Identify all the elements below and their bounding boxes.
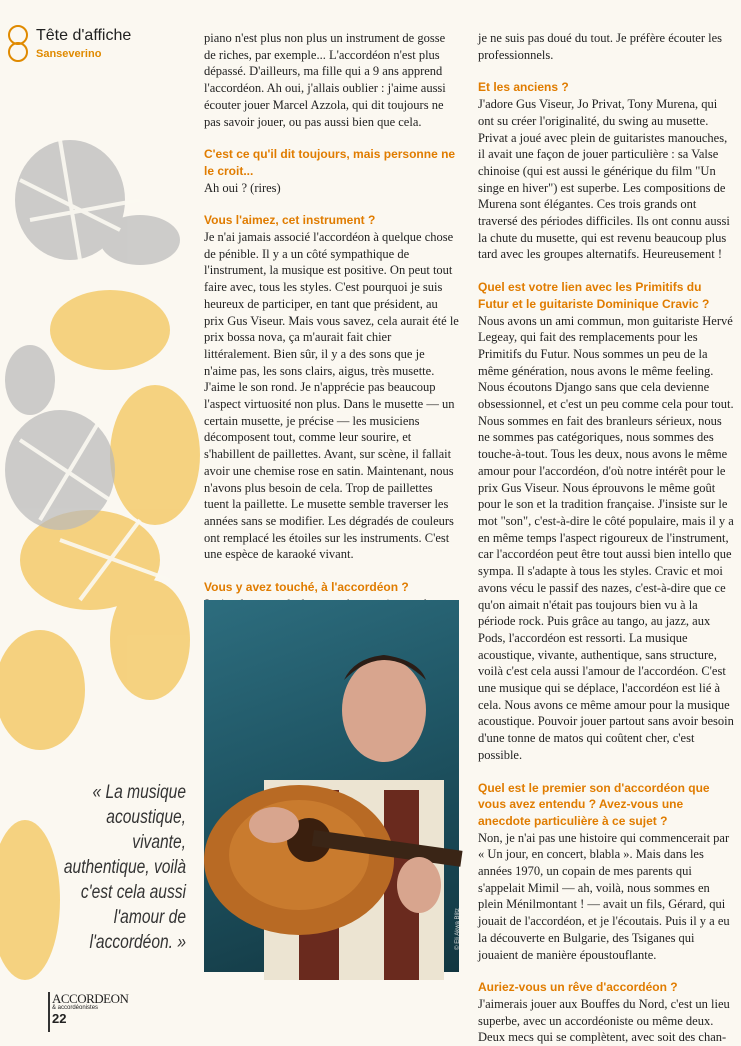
page-footer [52,992,128,1026]
guitarist-illustration [204,600,462,972]
footer-rule [48,992,50,1032]
interview-question: Quel est le premier son d'accordéon que vous avez entendu ? Avez-vous une anecdote particulière à ce sujet ? [478,780,710,828]
interview-answer: je ne suis pas doué du tout. Je préfère écouter les professionnels. [478,31,723,62]
interview-question: Auriez-vous un rêve d'accordéon ? [478,980,678,995]
photo-credit: © Eli Akwa Blitz [455,908,462,950]
article-column-2 [478,30,735,1046]
section-logo-icon [6,24,36,64]
interview-question: Quel est votre lien avec les Primitifs du Futur et le guitariste Dominique Cravic ? [478,280,710,311]
interview-answer: J'aimerais jouer aux Bouffes du Nord, c'est un lieu superbe, avec un accordéoniste ou même deux. Deux mecs qui se complètent, avec soit des chan- [478,996,730,1045]
interview-question: Vous y avez touché, à l'accordéon ? [204,580,409,595]
section-subtitle: Sanseverino [36,48,102,60]
pull-quote: « La musique acoustique, vivante, authentique, voilà c'est cela aussi l'amour de l'accordéon. » [63,782,186,953]
page-number: 22 [52,1011,67,1026]
interview-question: Et les anciens ? [478,80,569,95]
interview-answer: Je n'ai jamais associé l'accordéon à quelque chose de pénible. Il y a un côté sympathique de l'instrument, la musique est positive. On peut tout faire avec, tous les styles. C'est pourquoi je suis heureux de participer, en tant que président, au prix Gus Viseur. Mais vous savez, cela aurait été le prix bossa nova, ça m'aurait fait chier littéralement. Bien sûr, il y a des sons que je n'aime pas, les sons clairs, aigus, très musette. J'aime le son rond. Je n'apprécie pas beaucoup l'aspect virtuosité non plus. Dans le musette — un certain musette, je précise — les musiciens décomposent tout, comme leur sourire, et s'habillent de paillettes. Avant, sur scène, il fallait avoir une chemise rose en satin. Maintenant, nous n'avons plus besoin de cela. Trop de paillettes tuent la paillette. Le musette semble traverser les années sans se modifier. Les dégradés de couleurs ont remplacé les étoiles sur les instruments. C'est une espèce de karaoké vivant. [204,230,459,562]
interview-question: Vous l'aimez, cet instrument ? [204,213,376,228]
interview-answer: Nous avons un ami commun, mon guitariste Hervé Legeay, qui fait des remplacements pour les Primitifs du Futur. Nous sommes un peu de la même génération, nous avons le même feeling. Nous écoutons Django sans que cela devienne obsessionnel, et c'est un peu comme cela pour tout. Nous sommes en fait des branleurs sérieux, nous ne sommes pas catégoriques, nous sommes des touche-à-tout. Tous les deux, nous avons le même amour pour l'accordéon, d'où notre intérêt pour le prix Gus Viseur. Nous éprouvons le même goût pour le son et la tradition française. J'insiste sur le mot "son", c'est-à-dire le côté populaire, mais il y a en même temps l'aspect rigoureux de l'instrument, car l'accordéon peut être tout aussi bien intello que sympa. Il s'adapte à tous les styles. Cravic et moi avons vécu le passif des nazes, c'est-à-dire que ce qu'on aimait n'était pas toujours bien vu à la période rock. Puis grâce au tango, au jazz, aux Pods, l'accordéon est ressorti. La musique acoustique, vivante, authentique, sans structure, voilà c'est cela aussi l'amour de l'accordéon. C'est une musique qui se déplace, l'accordéon est lié à cela. Nous avons ce même amour pour la musique acoustique. Pouvoir jouer partout sans avoir besoin d'une tonne de matos qui coûtent cher, c'est possible. [478,313,734,762]
magazine-name: ACCORDEON [52,991,129,1006]
interview-answer: Non, je n'ai pas une histoire qui commencerait par « Un jour, en concert, blabla ». Mais dans les années 1970, un copain de mes parents qui s'appelait Mimil — ah, voilà, nous sommes en plein Ménilmontant ! — avait un fils, Gérard, qui jouait de l'accordéon, et je l'écoutais. Puis il y a eu la découverte en Bulgarie, des Tsiganes qui jouaient de manière époustouflante. [478,830,730,962]
interview-answer: Ah oui ? (rires) [204,180,281,195]
article-column-1 [204,30,460,646]
photo-guitarist [204,600,462,972]
magazine-subname: & accordéonistes [52,1005,99,1011]
interview-answer: J'adore Gus Viseur, Jo Privat, Tony Murena, qui ont su créer l'originalité, du swing au musette. Privat a joué avec plein de guitaristes manouches, il avait une façon de jouer particulière : sa Valse chinoise (qui est aussi le générique du film "Un singe en hiver") est superbe. Les compositions de Murena sont élégantes. Ces trois grands ont traversé des périodes difficiles. Ils ont connu aussi la chute du musette, qui est revenu beaucoup plus tard avec les groupes alternatifs. Heureusement ! [478,97,730,262]
section-title: Tête d'affiche [36,27,132,44]
interview-question: C'est ce qu'il dit toujours, mais personne ne le croit... [204,147,456,178]
interview-answer: piano n'est plus non plus un instrument de gosse de riches, par exemple... L'accordéon n'est plus dépassé. D'ailleurs, ma fille qui a 9 ans apprend l'accordéon. Ah oui, j'allais oublier : j'aime aussi écouter jouer Marcel Azzola, qui dit toujours ne pas savoir jouer, ou pas aussi bien que cela. [204,31,446,129]
